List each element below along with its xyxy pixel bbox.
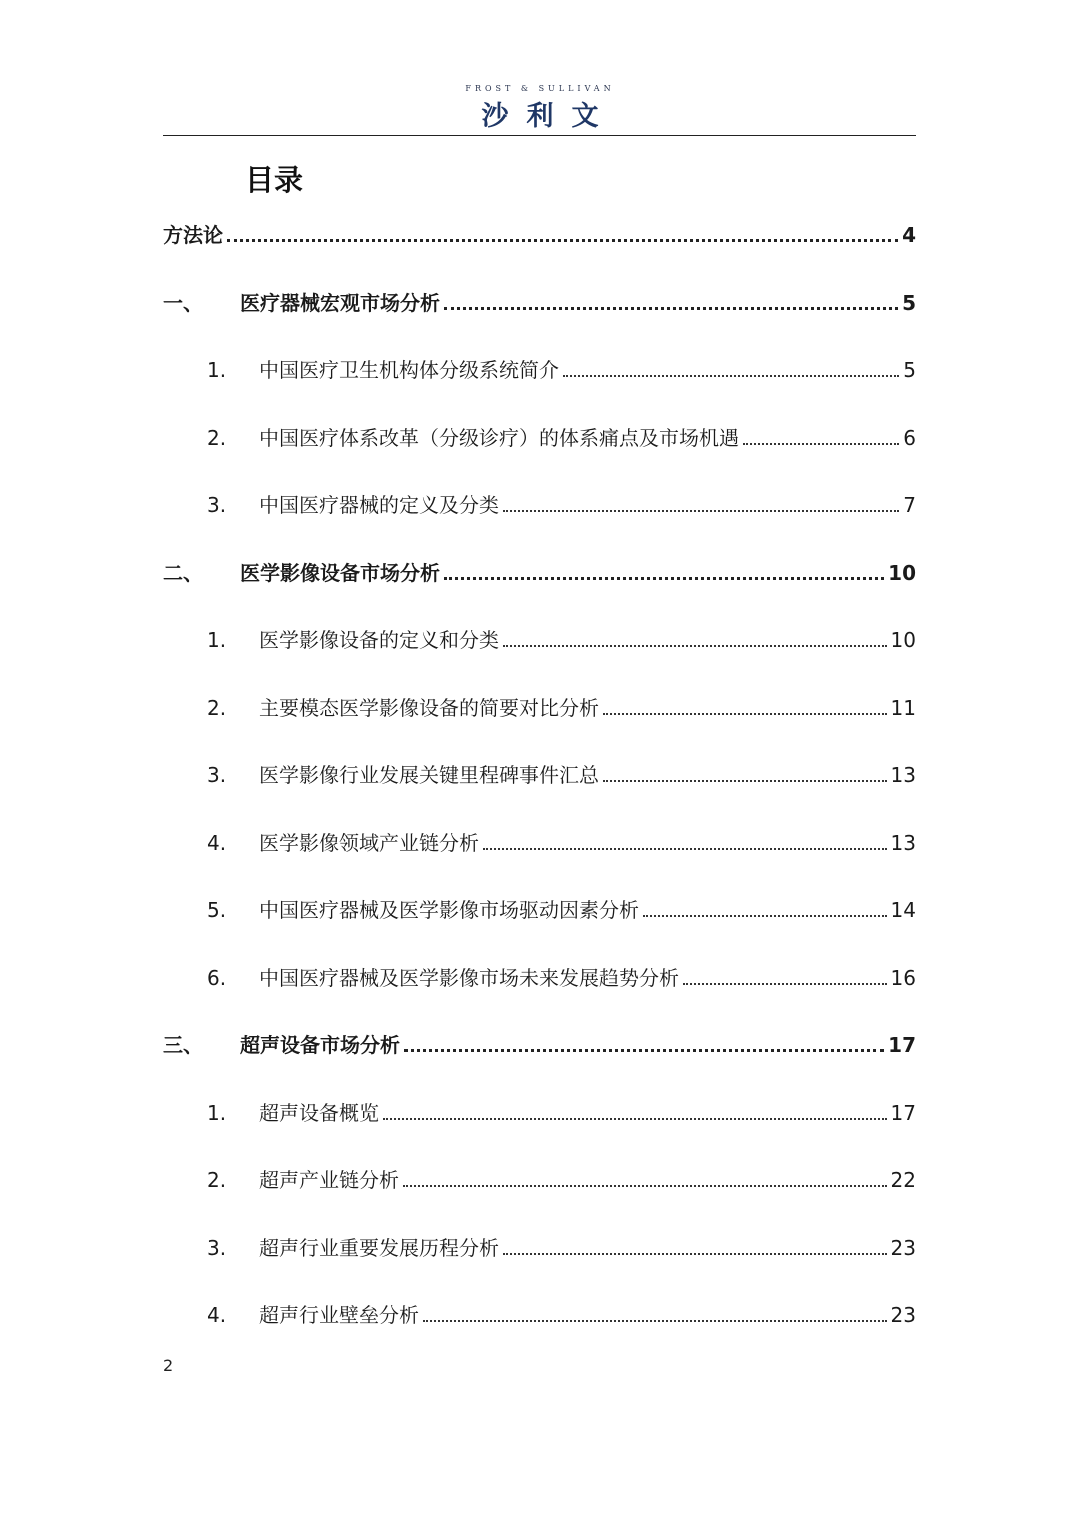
- toc-entry[interactable]: [163, 284, 916, 318]
- toc-entry[interactable]: [207, 1161, 916, 1195]
- toc-entry-number: 1.: [207, 1101, 227, 1125]
- dot-leader: [423, 1319, 887, 1322]
- toc-entry-title: 医学影像设备的定义和分类: [259, 628, 499, 652]
- dot-leader: [444, 306, 898, 310]
- toc-entry-number: 1.: [207, 628, 227, 652]
- dot-leader: [603, 712, 887, 715]
- toc-entry-page: 23: [890, 1303, 916, 1327]
- toc-entry-number: 3.: [207, 1236, 227, 1260]
- toc-entry-page: 11: [890, 696, 916, 720]
- dot-leader: [743, 442, 899, 445]
- toc-entry[interactable]: [207, 1094, 916, 1128]
- toc-entry[interactable]: [207, 891, 916, 925]
- toc-entry-title: 中国医疗器械及医学影像市场驱动因素分析: [259, 898, 639, 922]
- toc-entry-title: 方法论: [163, 223, 223, 247]
- toc-entry-title: 超声设备概览: [259, 1101, 379, 1125]
- toc-entry-title: 超声产业链分析: [259, 1168, 399, 1192]
- toc-entry-page: 10: [888, 561, 916, 585]
- toc-entry-title: 医学影像设备市场分析: [240, 561, 440, 585]
- toc-entry-title: 医学影像领域产业链分析: [259, 831, 479, 855]
- toc-entry-page: 6: [903, 426, 916, 450]
- toc-entry-page: 23: [890, 1236, 916, 1260]
- dot-leader: [563, 374, 899, 377]
- toc-entry-title: 主要模态医学影像设备的简要对比分析: [259, 696, 599, 720]
- toc-entry-page: 10: [890, 628, 916, 652]
- toc-entry-number: 二、: [163, 561, 203, 585]
- toc-entry-number: 4.: [207, 1303, 227, 1327]
- toc-entry-title: 医学影像行业发展关键里程碑事件汇总: [259, 763, 599, 787]
- dot-leader: [643, 914, 887, 917]
- dot-leader: [403, 1184, 887, 1187]
- toc-entry[interactable]: [163, 1026, 916, 1060]
- toc-entry-page: 13: [890, 763, 916, 787]
- toc-entry-title: 中国医疗器械的定义及分类: [259, 493, 499, 517]
- toc-entry-page: 14: [890, 898, 916, 922]
- toc-entry-number: 5.: [207, 898, 227, 922]
- toc-entry-page: 17: [890, 1101, 916, 1125]
- toc-entry[interactable]: [207, 1229, 916, 1263]
- toc-entry-number: 三、: [163, 1033, 203, 1057]
- dot-leader: [383, 1117, 887, 1120]
- dot-leader: [227, 238, 898, 242]
- toc-entry-page: 5: [902, 291, 916, 315]
- dot-leader: [503, 644, 887, 647]
- toc-entry-number: 2.: [207, 1168, 227, 1192]
- toc-title: 目录: [245, 163, 304, 197]
- toc-entry-number: 4.: [207, 831, 227, 855]
- dot-leader: [483, 847, 887, 850]
- toc-entry-number: 2.: [207, 696, 227, 720]
- toc-entry[interactable]: [207, 689, 916, 723]
- dot-leader: [404, 1048, 884, 1052]
- toc-entry[interactable]: [207, 486, 916, 520]
- dot-leader: [683, 982, 887, 985]
- toc-entry[interactable]: [207, 959, 916, 993]
- toc-entry-page: 4: [902, 223, 916, 247]
- toc-entry-number: 一、: [163, 291, 203, 315]
- toc-entry-page: 22: [890, 1168, 916, 1192]
- page-number: 2: [163, 1356, 174, 1375]
- toc-entry-number: 3.: [207, 763, 227, 787]
- toc-entry[interactable]: [163, 554, 916, 588]
- toc-entry-page: 13: [890, 831, 916, 855]
- toc-entry-title: 中国医疗卫生机构体分级系统简介: [259, 358, 559, 382]
- dot-leader: [503, 509, 899, 512]
- toc-entry-title: 超声行业重要发展历程分析: [259, 1236, 499, 1260]
- dot-leader: [603, 779, 887, 782]
- toc-entry[interactable]: [207, 1296, 916, 1330]
- toc-entry-page: 5: [903, 358, 916, 382]
- logo-english: FROST & SULLIVAN: [465, 84, 615, 93]
- toc-entry-number: 6.: [207, 966, 227, 990]
- toc-entry[interactable]: [207, 621, 916, 655]
- logo-chinese: 沙利文: [481, 101, 617, 132]
- toc-entry-title: 医疗器械宏观市场分析: [240, 291, 440, 315]
- toc-entry-title: 超声行业壁垒分析: [259, 1303, 419, 1327]
- dot-leader: [444, 576, 884, 580]
- dot-leader: [503, 1252, 887, 1255]
- frost-sullivan-logo: [0, 84, 1080, 133]
- toc-entry[interactable]: [207, 351, 916, 385]
- toc-entry[interactable]: [207, 824, 916, 858]
- toc-entry-number: 2.: [207, 426, 227, 450]
- toc-entry[interactable]: [163, 216, 916, 250]
- toc-entry-title: 中国医疗体系改革（分级诊疗）的体系痛点及市场机遇: [259, 426, 739, 450]
- toc-entry[interactable]: [207, 756, 916, 790]
- toc-entry-number: 1.: [207, 358, 227, 382]
- toc-entry[interactable]: [207, 419, 916, 453]
- toc-entry-page: 16: [890, 966, 916, 990]
- toc-entry-title: 中国医疗器械及医学影像市场未来发展趋势分析: [259, 966, 679, 990]
- header-divider: [163, 135, 916, 136]
- toc-entry-page: 17: [888, 1033, 916, 1057]
- toc-entry-title: 超声设备市场分析: [240, 1033, 400, 1057]
- toc-entry-number: 3.: [207, 493, 227, 517]
- toc-entry-page: 7: [903, 493, 916, 517]
